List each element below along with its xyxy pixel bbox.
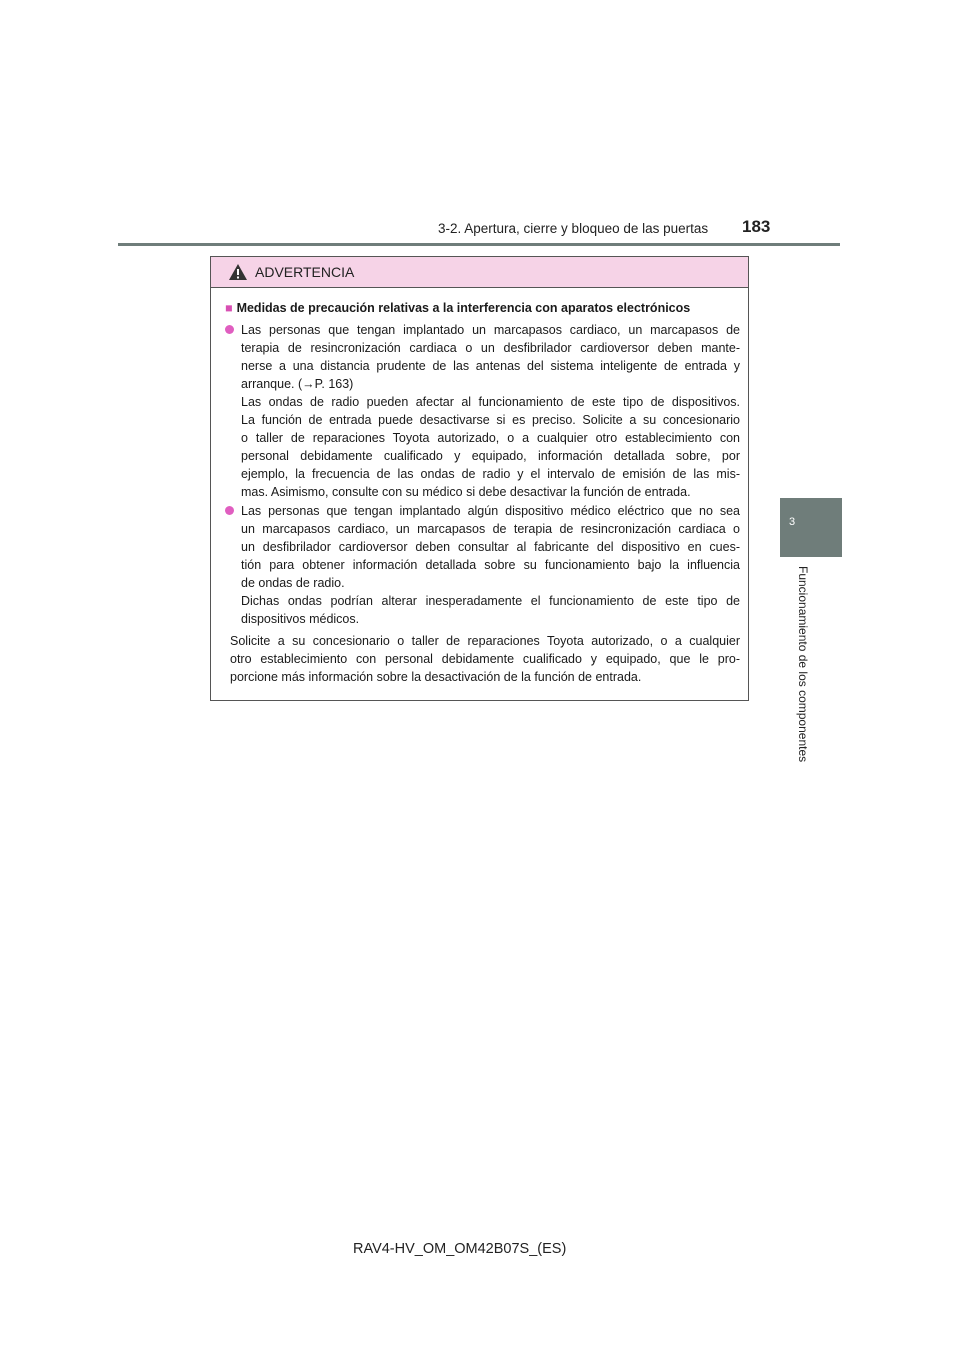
header-rule xyxy=(118,243,840,246)
text-line: dispositivos médicos. xyxy=(241,612,360,626)
text-line: un marcapasos cardiaco, un marcapasos de terapia de resincronización cardiaca o xyxy=(241,522,740,536)
chapter-tab xyxy=(780,498,842,557)
text-line: o taller de reparaciones Toyota autorizado, o a cualquier otro establecimiento con xyxy=(241,431,740,445)
text-line: tión para obtener información detallada sobre su funcionamiento bajo la influencia xyxy=(241,558,740,572)
text-line: mas. Asimismo, consulte con su médico si debe desactivar la función de entrada. xyxy=(241,485,691,499)
text-line: La función de entrada puede desactivarse si es preciso. Solicite a su concesionario xyxy=(241,413,740,427)
text-line: personal debidamente cualificado y equipado, información detallada sobre, por xyxy=(241,449,740,463)
text-line: otro establecimiento con personal debidamente cualificado y equipado, que le pro- xyxy=(230,652,740,666)
text-line: Las personas que tengan implantado un marcapasos cardiaco, un marcapasos de xyxy=(241,323,740,337)
text-line: arranque. (→P. 163) xyxy=(241,377,354,391)
text-line: Las ondas de radio pueden afectar al funcionamiento de este tipo de dispositivos. xyxy=(241,395,740,409)
round-bullet-icon xyxy=(225,506,234,515)
bullet-item-1 xyxy=(241,321,740,501)
text-line: de ondas de radio. xyxy=(241,576,345,590)
square-bullet-icon: ■ xyxy=(225,301,233,315)
text-line: nerse a una distancia prudente de las antenas del sistema inteligente de entrada y xyxy=(241,359,740,373)
round-bullet-icon xyxy=(225,325,234,334)
closing-paragraph xyxy=(230,632,740,686)
text-line: Dichas ondas podrían alterar inesperadamente el funcionamiento de este tipo de xyxy=(241,594,740,608)
page-number: 183 xyxy=(742,217,771,236)
footer-code: RAV4-HV_OM_OM42B07S_(ES) xyxy=(353,1241,567,1257)
text-line: un desfibrilador cardioversor deben consultar al fabricante del dispositivo en cues- xyxy=(241,540,740,554)
chapter-side-label: Funcionamiento de los componentes xyxy=(796,566,810,763)
chapter-number: 3 xyxy=(789,516,796,528)
text-line: Solicite a su concesionario o taller de reparaciones Toyota autorizado, o a cualquier xyxy=(230,634,740,648)
text-line: Las personas que tengan implantado algún dispositivo médico eléctrico que no sea xyxy=(241,504,740,518)
warning-triangle-icon xyxy=(228,263,248,281)
bullet-1-text xyxy=(241,321,740,501)
section-heading-text: Medidas de precaución relativas a la interferencia con aparatos electrónicos xyxy=(236,301,691,315)
text-line: terapia de resincronización cardiaca o un desfibrilador cardioversor deben mante- xyxy=(241,341,740,355)
text-line: porcione más información sobre la desactivación de la función de entrada. xyxy=(230,670,642,684)
warning-box xyxy=(210,256,749,701)
text-line: ejemplo, la frecuencia de las ondas de radio y el intervalo de emisión de las mis- xyxy=(241,467,740,481)
warning-header xyxy=(211,257,748,288)
bullet-item-2 xyxy=(241,502,740,628)
warning-title: ADVERTENCIA xyxy=(255,264,355,280)
section-heading xyxy=(225,301,738,315)
header-section-title: 3-2. Apertura, cierre y bloqueo de las puertas xyxy=(438,221,709,236)
bullet-2-text xyxy=(241,502,740,628)
